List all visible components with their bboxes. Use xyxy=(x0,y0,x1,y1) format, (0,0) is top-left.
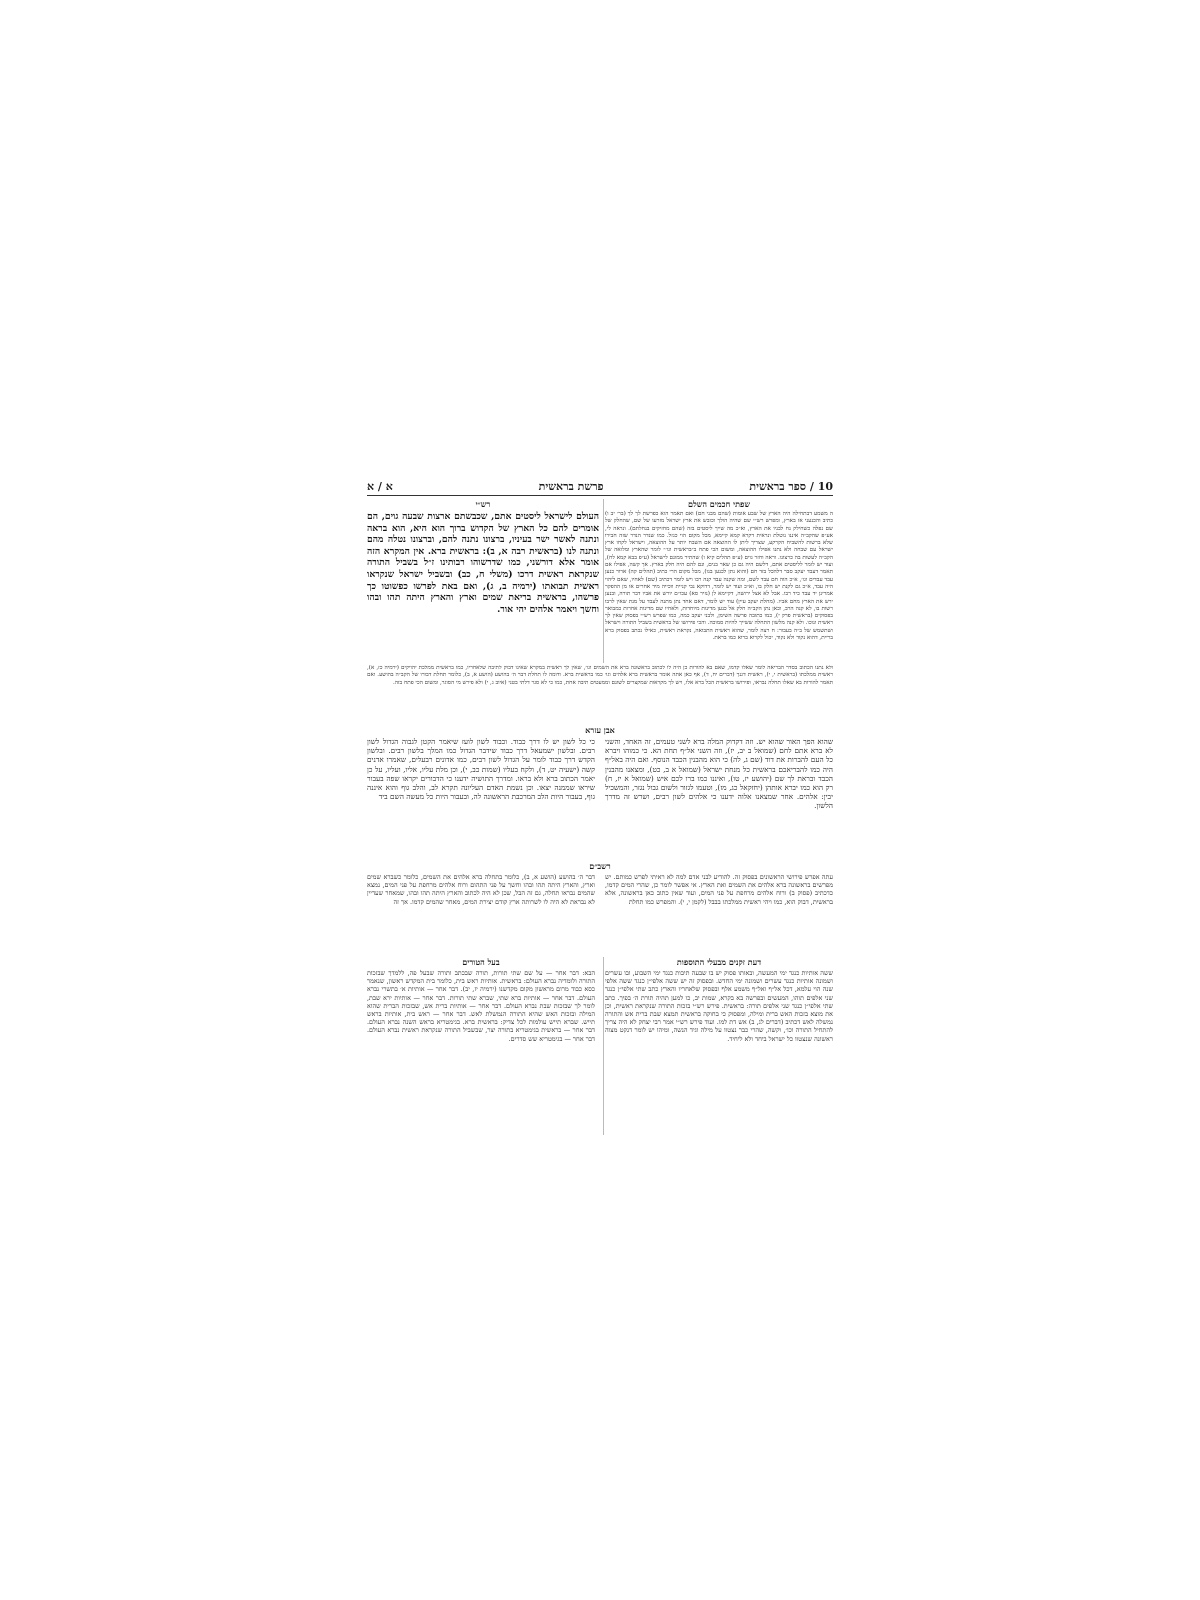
commentary-continuation xyxy=(367,665,833,723)
rashi-column xyxy=(367,499,599,653)
book-page xyxy=(367,477,833,1137)
sifsei-chachamim-column xyxy=(605,499,833,663)
rashbam-section xyxy=(367,861,833,955)
parsha-title: פרשת בראשית xyxy=(538,479,604,493)
daas-zekeinim-text: ששה אותיות כנגד ימי המעשה, ובאותו פסוק יש בו שבעה תיבות כנגד ימי השבוע, ובו עשרים ושמונה אותיות כנגד עשרים ושמונה ימי החדש. ובפסוק זה יש ששה אלפי״ן כנגד ששה אלפי שנה הוי עלמא, דכל אל״ף ואל״ף משמע אלף ובפסוק שלאחריו והארץ כתב שתי אלפי״ן כנגד שני אלפים תוהו, המעשים ובפרשה בא בקרא, שמות יב, כו למען תהיה תורת ה׳ בפיך. כתב שתי אלפי״ן כנגד שני אלפים תורה: בראשית. פירש רש״י בזכות התורה שנקראת ראשית, וכן את מוצא בזכות האש ברית ומילה, ומפסוק כי בחוקה בראשית תמצא שבת ברית אש והתורה נמשלה לאש דכתיב (דברים לג, ב) אש דת למו. ועוד פירש רש״י אמר רבי יצחק לא היה צריך להתחיל התורה וכו׳, וקשה, שהרי כבר נצטוו על מילה וגיד הנשה, ומיהו יש לומר דנקט מצוה ראשונה שנצטוו כל ישראל ביחד ולא ליחיד. xyxy=(605,969,833,1043)
baal-haturim-text: הבא: דבר אחר — על שם שתי תורות, תורה שבכתב ותורה שבעל פה, ללמדך שבזכות התורה ולומדיה נברא העולם: בראשית. אותיות ראש בית, כלומר בית המקדש ראשון, שנאמר כסא כבוד מרום מראשון מקום מקדשנו (ירמיה יז, יב). דבר אחר — אותיות א׳ בתשרי נברא העולם. דבר אחר — אותיות ברא שתי, שברא שתי תורות. דבר אחר — אותיות ירא שבת, לומר לך שבזכות שבת נברא העולם. דבר אחר — אותיות ברית אש, שבזכות הברית שהוא המילה ובזכות האש שהיא התורה הנמשלת לאש. דבר אחר — ראש בית, אותיות בראש תייש. שברא תייש עולמות לכל צדיק: בראשית ברא. בגימטריא בראש השנה נברא העולם. דבר אחר — בראשית בגימטריא בתורה יצר, שבשביל התורה שנקראת ראשית נברא העולם. דבר אחר — בגימטריא שש סדרים. xyxy=(367,969,595,1043)
ibn-ezra-section xyxy=(367,725,833,859)
column-divider-bottom xyxy=(603,957,604,1135)
ibn-ezra-left-text: כי כל לשון יש לו דרך כבוד. וכבוד לשון לועז שיאמר הקטן לגבוה הגדול לשון רבים. ובלשון ישמעאל דרך כבוד שידבר הגדול כמו המלך בלשון רבים. ובלשון הקדש דרך כבוד לומר על הגדול לשון רבים, כמו אדונים רבעלים, שאמרו אדנים קשה (ישעיה יט, ד), ולקח בעליו (שמות כב, י), וכן מלת עליו, אליו, ועליו, על כן יאמר הכתוב ברא ולא בראו. ומדרך התושיה ידענו כי הדבורים יקראו שפה בעבור שיראו שממנה יצאו. וכן נשמת האדם העליונה תקרא לב, והלב גוף והוא איננה גוף, בעבור היות הלב המרכבת הראשונה לה, ובעבור היות כל מעשה השם ביד xyxy=(367,737,595,802)
chapter-verse: א / א xyxy=(367,479,393,493)
ibn-ezra-title: אבן עזרא xyxy=(585,725,615,735)
commentary-continuation-text: ולא נתנו הכתוב בסדר הבריאה לומר שאלו קדמו, שאם בא להורות כן היה לו לכתוב בראשונה ברא את השמים וגו׳, שאין לך ראשית במקרא שאינו דבוק לתיבה שלאחריו, כמו בראשית ממלכת יהויקים (ירמיה כז, א), ראשית ממלכתו (בראשית י, י), ראשית דגנך (דברים יח, ד), אף כאן אתה אומר בראשית ברא אלהים וגו׳ כמו בראשית ברא. ודומה לו תחלת דבר ה׳ בהושע (הושע א, ב), כלומר תחלת דבורו של הקב״ה בהושע. ואם תאמר להורות בא שאלו תחלה נבראו, ופירושו בראשית הכל ברא אלו, ויש לך מקראות שמקצרים לשונם וממעטים תיבה אחת, כמו כי לא סגר דלתי בטני (איוב ג, י) ולא פירש מי הסוגר, ומשום הכי פתח בזה. xyxy=(367,665,833,686)
rashbam-right-text: עתה אפרש פירושי הראשונים בפסוק זה. להודיע לבני אדם למה לא ראיתי לפרש כמותם. יש מפרשים בראשונה ברא אלהים את השמים ואת הארץ. אי אפשר לומר כן, שהרי המים קדמו, כדכתיב (פסוק ב) ורוח אלהים מרחפת על פני המים, ועוד שאין כתוב כאן בראשונה, אלא בראשית, דבוק הוא, כמו ויהי ראשית ממלכתו בבבל (לקמן י, י). והמפרש כמו תחלת xyxy=(605,873,833,906)
rashi-text: העולם לישראל ליסטים אתם, שכבשתם ארצות שבעה גוים, הם אומרים להם כל הארץ של הקדוש ברוך הוא היא, הוא בראה ונתנה לאשר ישר בעיניו, ברצונו נתנה להם, וברצונו נטלה מהם ונתנה לנו (בראשית רבה א, ב): בראשית ברא. אין המקרא הזה אומר אלא דורשני, כמו שדרשוהו רבותינו ז״ל בשביל התורה שנקראת ראשית דרכו (משלי ח, כב) ובשביל ישראל שנקראו ראשית תבואתו (ירמיה ב, ג), ואם באת לפרשו כפשוטו כך פרשהו, בראשית בריאת שמים וארץ והארץ היתה תהו ובהו וחשך ויאמר אלהים יהי אור. xyxy=(367,511,599,615)
baal-haturim-column xyxy=(367,957,595,1135)
rashbam-title: רשב״ם xyxy=(589,861,611,871)
running-header xyxy=(367,477,833,496)
baal-haturim-title: בעל הטורים xyxy=(462,957,500,967)
page-number-book-title: 10 / ספר בראשית xyxy=(749,479,833,493)
daas-zekeinim-column xyxy=(605,957,833,1135)
rashi-title: רש״י xyxy=(475,499,491,509)
daas-zekeinim-title: דעת זקנים מבעלי התוספות xyxy=(676,957,762,967)
ibn-ezra-right-text: שהוא הפך האור שהוא יש. וזה דקדוק המלה ברא לשני טעמים, זה האחד, והשני לא ברא אתם לחם (שמואל ב יב, יז), וזה השני אל״ף תחת הא. כי כמוהו ויברא כל העם להברות את דוד (שם ג, לה) כי הוא מהבנין הכבד הנוסף. ואם היה באל״ף היה כמו להבריאכם בראשית כל מנחת ישראל (שמואל א ב, כט), ומצאנו מהבנין הכבד ובראת לך שם (יהושע יז, טו), ואיננו כמו ברו לכם איש (שמואל א יז, ח) רק הוא כמו יברא אותהן (יחזקאל כג, מז), וטעמו לגזור ולשום גבול נגזר, והמשכיל יבין: אלהים. אחר שמצאנו אלוה ידענו כי אלהים לשון רבים, ושרש זה מדרך הלשון. xyxy=(605,737,833,811)
column-divider xyxy=(603,499,604,663)
sifsei-chachamim-text: ה משמע דבתחילה היה הארץ של שבע אומות (שהם מבני חם) ואם תאמר הוא כפרשת לך לך (בר׳ יב ו) כתיב והכנעני אז בארץ, ומפרש רש״י שם שהיה הולך וכובש את ארץ ישראל מזרעו של שם, שהחלק של שם נפלה כשחילק נח לבניו את הארץ, וא״כ מה שייך ליסטים בזה (שהם מחזיקים בנחלתם). ונראה לי, אע״פ שהקב״ה איננו נוטלת ונראית דקרא קמא קיימא, מכל מקום הוי כגזל. כמו שנדר הנדר שזה חבירו שלא ברשות להשביח הקרקע, שצריך ליתן לו ההוצאה אם השבח יותר על ההוצאה, וישראל לקחו ארץ ישראל עם שבחה ולא נתנו אפילו ההוצאה, ומשום הכי פתח ב״בראשית וגו׳״ לומר שהארץ ומלואה של הקב״ה לעשות בה כרצונו. וראה וחזר גוים (ע״פ תהלים קיא ו) שהתיר ממונם לישראל (ע״פ בבא קמא לח), ועוד יש לומר לליסטים אתם, דלשם היה גם כן שאר בנים, ונם להם היה חלק בארץ. אך קשה, אפילו אם תאמר דעבד יעקב סבר דלהכל בזד חם (והוא נתן לכנען בנו), מכל מקום הרי כתיב (תהלים קה) ארור כנען עבד עבדים וגו׳, א״כ הוה חם עבד לשם, ומה שקנה עבד קנה רבו ויש לומר דכתיב (שם) לאחיו, שאם ליהוי היה עבד, א״כ גם לקנת יש חלק בו, וא״כ ועוד יש לומר, דדוקא נבי קניית ווכייה מיד אחרים או מן ההפקר אמרינן יד עבד כיד רבו. אבל לא אצל ירושה, דקיימא לן (נזיר סא) עכו״ם יורש את אביו דבר תורה, ובנען ירש את הארץ מחם אביו. (מחלת יעקב עיין) עוד יש לומר, דאם אחד נתן מתנה לעבד על מנת שאין לרבו רשות בו, לא קנה הרב, וכאן נתן הקב״ה חלק אל כנען מדינות מיוחדות, ולאחיו שם מדינות אחרות כמבואר בפסוקים (בראשית פרק י), כמו כתובה פרשה השימן, ולבני יעקב כמה, כמו שפרש רש״י בפסוק שאין לך ראשית ונוכו. ולא קנה מלשון התחלה ששייך להיות סמוכה. והכי פירושו של בראשית בשביל התורה וישראל ושתשמש של ב״ה בעבור: ח רצה לומר, שהוא ראשית התבואה, נקראת ראשית, כאילו נכתב בפסוק ברא בריית, דהוא נקוד ולא נקוד, יכול לקרוא ברוא כמו בראת. xyxy=(605,511,833,642)
sifsei-chachamim-title: שפתי חכמים השלם xyxy=(687,499,751,509)
rashbam-left-text: דבר ה׳ בהושע (הושע א, ב), כלומר בתחלה ברא אלהים את השמים, כלומר כשברא שמים וארץ, והארץ היתה תהו ובהו וחשך על פני התהום ורוח אלהים מרחפת על פני המים, נמצא שהמים נבראו תחלה, גם זה הבל, שכן לא היה לכתוב והארץ היתה תהו ובהו, שמאחר שעדיין לא נבראת לא היה לו לשרותה ארץ קודם יצירת המים, מאחר שהמים קדמו. אך זה xyxy=(367,873,595,906)
